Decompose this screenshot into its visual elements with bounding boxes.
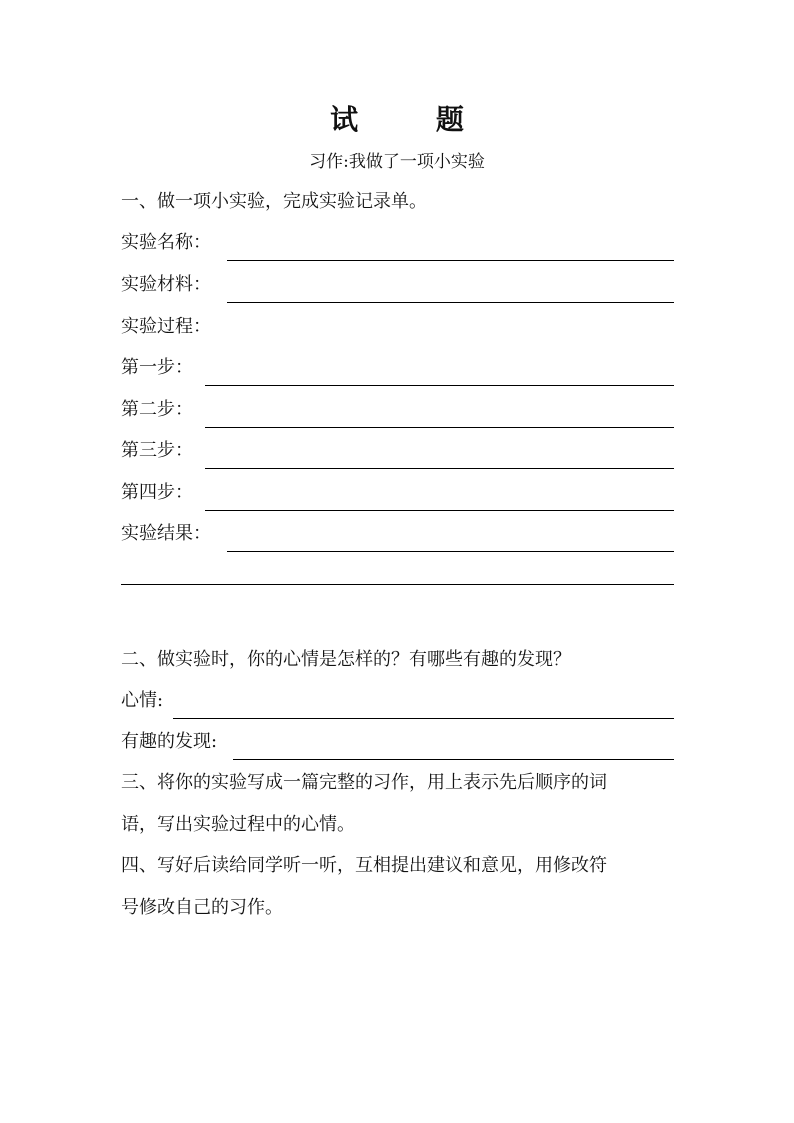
section3-line1: 三、将你的实验写成一篇完整的习作，用上表示先后顺序的词 — [121, 772, 607, 793]
step1-label: 第一步： — [121, 357, 193, 378]
discovery-field[interactable] — [121, 730, 674, 754]
mood-label: 心情: — [121, 690, 164, 711]
section1-heading: 一、做一项小实验，完成实验记录单。 — [121, 191, 427, 212]
experiment-materials-blank[interactable] — [227, 302, 674, 303]
page-subtitle: 习作:我做了一项小实验 — [309, 152, 485, 172]
experiment-name-label: 实验名称： — [121, 232, 211, 253]
experiment-result-blank[interactable] — [227, 551, 674, 552]
step2-label: 第二步： — [121, 399, 193, 420]
step4-blank[interactable] — [205, 510, 674, 511]
section2-heading: 二、做实验时，你的心情是怎样的？有哪些有趣的发现？ — [121, 649, 571, 670]
experiment-result-field[interactable] — [121, 522, 674, 546]
experiment-result-extra-blank[interactable] — [121, 584, 674, 585]
experiment-name-blank[interactable] — [227, 260, 674, 261]
experiment-process-label: 实验过程： — [121, 316, 211, 337]
mood-blank[interactable] — [173, 718, 674, 719]
experiment-materials-field[interactable] — [121, 273, 674, 297]
section4-line2: 号修改自己的习作。 — [121, 897, 283, 918]
discovery-label: 有趣的发现: — [121, 731, 218, 752]
step4-field[interactable] — [121, 481, 674, 505]
mood-field[interactable] — [121, 689, 674, 713]
page-title: 试 题 — [330, 103, 498, 136]
step3-blank[interactable] — [205, 468, 674, 469]
experiment-result-label: 实验结果： — [121, 523, 211, 544]
section4-line1: 四、写好后读给同学听一听，互相提出建议和意见，用修改符 — [121, 855, 607, 876]
step4-label: 第四步： — [121, 482, 193, 503]
section3-line2: 语，写出实验过程中的心情。 — [121, 814, 355, 835]
experiment-name-field[interactable] — [121, 231, 674, 255]
experiment-materials-label: 实验材料： — [121, 274, 211, 295]
step2-blank[interactable] — [205, 427, 674, 428]
step2-field[interactable] — [121, 398, 674, 422]
step3-label: 第三步： — [121, 440, 193, 461]
discovery-blank[interactable] — [233, 759, 674, 760]
step1-field[interactable] — [121, 356, 674, 380]
step1-blank[interactable] — [205, 385, 674, 386]
step3-field[interactable] — [121, 439, 674, 463]
